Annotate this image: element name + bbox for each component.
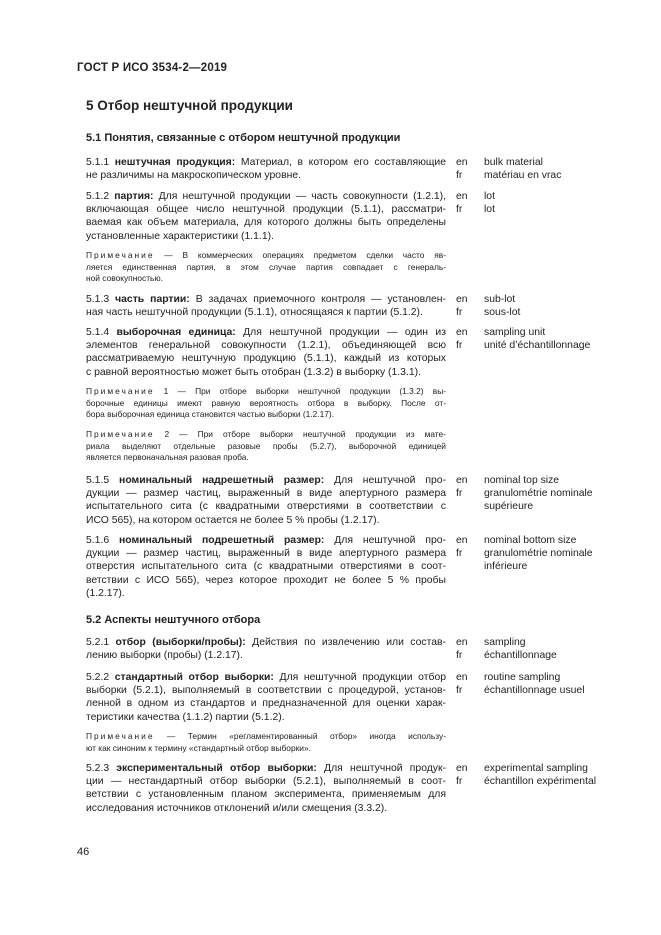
language-codes — [456, 671, 476, 697]
language-code: en — [456, 637, 468, 648]
definition-line — [86, 156, 446, 169]
language-code: fr — [456, 650, 463, 662]
definition-text: Для нештучной продукции — один из — [235, 327, 447, 338]
note-line: риала выделяют отдельные разовые пробы (5.2.7), выборочной единицей — [86, 440, 446, 451]
definition-text: Для нештучной про- — [324, 535, 446, 546]
language-code: fr — [456, 776, 463, 788]
note-line: борочные единицы имеют равную вероятность отбора в выборку. После от- — [86, 397, 446, 408]
term-definition — [86, 326, 446, 379]
note — [86, 429, 446, 464]
language-codes — [456, 636, 476, 662]
note-text: — Термин «регламентированный отбор» иногда использу- — [154, 731, 446, 741]
language-code: en — [456, 191, 468, 202]
definition-line: теристики качества (1.1.2) партии (5.1.2). — [86, 711, 285, 723]
term-number: 5.1.3 — [86, 294, 116, 305]
note-label: Примечание — [86, 731, 155, 741]
foreign-term: sub-lot — [484, 294, 516, 305]
note-line — [86, 731, 446, 743]
definition-line: испытательного сита (с квадратными отверстиями в соответствии с — [86, 501, 446, 513]
definition-text: Материал, в котором его составляющие — [235, 157, 447, 168]
definition-text: Для нештучной продукции отбор — [273, 672, 447, 683]
definition-text: Для нештучной продук- — [316, 763, 447, 774]
term-definition — [86, 636, 446, 662]
note-line — [86, 429, 446, 441]
note — [86, 250, 446, 285]
definition-line: ИСО 565), на котором остается не более 5 % пробы (1.2.17). — [86, 514, 380, 526]
definition-line: элементов генеральной совокупности (1.2.1), объединяющей всю — [86, 340, 446, 352]
term-name: номинальный надрешетный размер: — [119, 475, 325, 486]
foreign-term: lot — [484, 191, 495, 202]
definition-line: лению выборки (пробы) (1.2.17). — [86, 650, 243, 662]
definition-text: Для нештучной продукции — часть совокупности (1.2.1), — [153, 191, 446, 202]
note-line: бора выборочная единица становится частью выборки (1.2.17). — [86, 409, 335, 420]
definition-line: ная часть нештучной продукции (5.1.1), относящаяся к партии (5.1.2). — [86, 307, 423, 319]
document-code: ГОСТ Р ИСО 3534-2—2019 — [77, 62, 228, 74]
definition-line: включающая общее число нештучной продукции (5.1.1), рассматри- — [86, 204, 446, 216]
note-line: ют как синоним к термину «стандартный отбор выборки». — [86, 742, 311, 753]
note-line — [86, 250, 446, 262]
definition-line: ции — нестандартный отбор выборки (5.2.1), выполняемый в соот- — [86, 776, 446, 788]
subsection-title-5-1: 5.1 Понятия, связанные с отбором нештучной продукции — [86, 132, 401, 144]
foreign-term: experimental sampling — [484, 763, 588, 774]
term-number: 5.1.1 — [86, 157, 115, 168]
foreign-equivalents — [484, 534, 661, 574]
term-name: нештучная продукция: — [114, 157, 236, 168]
foreign-term: lot — [484, 204, 495, 216]
definition-line: ваемая как объем материала, для которого должны быть определены — [86, 217, 446, 229]
language-codes — [456, 326, 476, 352]
term-definition — [86, 190, 446, 243]
note-text: 2 — При отборе выборки нештучной продукции из мате- — [154, 429, 446, 439]
definition-line — [86, 671, 446, 684]
term-name: номинальный подрешетный размер: — [118, 535, 325, 546]
foreign-equivalents — [484, 636, 661, 662]
term-definition — [86, 156, 446, 182]
definition-text: Действия по извлечению или состав- — [245, 637, 446, 648]
foreign-term: sous-lot — [484, 307, 521, 319]
foreign-term: granulométrie nominale — [484, 548, 593, 560]
definition-line — [86, 474, 446, 487]
language-codes — [456, 762, 476, 788]
definition-line: исследования источников отклонений и/или смещения (3.3.2). — [86, 802, 388, 814]
foreign-equivalents — [484, 326, 661, 352]
foreign-equivalents — [484, 156, 661, 182]
foreign-term: nominal top size — [484, 475, 560, 486]
definition-line: с равной вероятностью может быть отобран (1.3.2) в выборку (1.3.1). — [86, 366, 421, 378]
foreign-equivalents — [484, 293, 661, 319]
definition-line — [86, 762, 446, 775]
section-title: 5 Отбор нештучной продукции — [86, 98, 293, 113]
note-line — [86, 386, 446, 398]
definition-line — [86, 293, 446, 306]
term-name: стандартный отбор выборки: — [114, 672, 274, 683]
definition-line: рассматриваемую нештучную продукцию (5.1.1), каждый из которых — [86, 353, 446, 365]
language-code: fr — [456, 307, 463, 319]
foreign-term: échantillonnage usuel — [484, 685, 585, 697]
foreign-term: inférieure — [484, 561, 528, 573]
term-definition — [86, 534, 446, 600]
foreign-term: sampling — [484, 637, 526, 648]
language-codes — [456, 474, 476, 500]
term-name: экспериментальный отбор выборки: — [116, 763, 317, 774]
language-code: en — [456, 157, 468, 168]
foreign-term: matériau en vrac — [484, 170, 562, 182]
foreign-term: bulk material — [484, 157, 543, 168]
subsection-title-5-2: 5.2 Аспекты нештучного отбора — [86, 614, 261, 626]
term-definition — [86, 671, 446, 724]
language-code: fr — [456, 488, 463, 500]
foreign-term: unité d’échantillonnage — [484, 340, 591, 352]
term-number: 5.1.5 — [86, 475, 120, 486]
term-definition — [86, 474, 446, 527]
term-number: 5.2.1 — [86, 637, 116, 648]
note — [86, 731, 446, 754]
note-line: ной совокупностью. — [86, 273, 163, 284]
term-definition — [86, 293, 446, 319]
term-name: выборочная единица: — [116, 327, 236, 338]
language-codes — [456, 156, 476, 182]
term-name: отбор (выборки/пробы): — [115, 637, 246, 648]
foreign-term: échantillonnage — [484, 650, 557, 662]
page-number: 46 — [77, 846, 90, 858]
term-number: 5.1.6 — [86, 535, 119, 546]
note-label: Примечание — [86, 250, 155, 260]
definition-line — [86, 534, 446, 547]
language-code: fr — [456, 340, 463, 352]
foreign-equivalents — [484, 762, 661, 788]
note-text: — В коммерческих операциях предметом сделки часто яв- — [154, 250, 446, 260]
language-code: en — [456, 294, 468, 305]
note-line: ляется единственная партия, в этом случае партия совпадает с генераль- — [86, 261, 446, 272]
term-number: 5.2.2 — [86, 672, 115, 683]
term-name: партия: — [114, 191, 154, 202]
language-code: en — [456, 763, 468, 774]
foreign-equivalents — [484, 474, 661, 514]
definition-line — [86, 636, 446, 649]
definition-line: дукции — размер частиц, выраженный в виде апертурного размера — [86, 488, 446, 500]
definition-line: отверстия испытательного сита (с квадратными отверстиями в соот- — [86, 561, 446, 573]
definition-line: ветствии с ИСО 565), через которое проходит не более 5 % пробы — [86, 574, 446, 586]
term-name: часть партии: — [115, 294, 190, 305]
definition-line: выборки (5.2.1), выполняемый в соответствии с процедурой, установ- — [86, 685, 446, 697]
foreign-equivalents — [484, 190, 661, 216]
foreign-equivalents — [484, 671, 661, 697]
language-code: fr — [456, 548, 463, 560]
language-code: fr — [456, 685, 463, 697]
foreign-term: sampling unit — [484, 327, 546, 338]
note-text: 1 — При отборе выборки нештучной продукции (1.3.2) вы- — [154, 386, 446, 396]
language-code: fr — [456, 170, 463, 182]
foreign-term: granulométrie nominale — [484, 488, 593, 500]
language-code: en — [456, 535, 468, 546]
term-number: 5.1.2 — [86, 191, 115, 202]
definition-line — [86, 190, 446, 203]
language-codes — [456, 293, 476, 319]
definition-line: дукции — размер частиц, выраженный в виде апертурного размера — [86, 548, 446, 560]
definition-line: (1.2.17). — [86, 587, 125, 599]
definition-line — [86, 326, 446, 339]
language-codes — [456, 534, 476, 560]
language-code: en — [456, 327, 468, 338]
foreign-term: nominal bottom size — [484, 535, 577, 546]
definition-line: не различимы на макроскопическом уровне. — [86, 170, 301, 182]
language-code: fr — [456, 204, 463, 216]
definition-line: ветствии с установленным планом эксперимента, применяемым для — [86, 789, 446, 801]
note-label: Примечание — [86, 386, 155, 396]
language-code: en — [456, 475, 468, 486]
note — [86, 386, 446, 421]
definition-text: В задачах приемочного контроля — установлен- — [189, 294, 447, 305]
term-number: 5.2.3 — [86, 763, 117, 774]
definition-text: Для нештучной про- — [324, 475, 446, 486]
language-codes — [456, 190, 476, 216]
note-line: является первоначальная разовая проба. — [86, 452, 249, 463]
note-label: Примечание — [86, 429, 155, 439]
foreign-term: échantillon expérimental — [484, 776, 597, 788]
language-code: en — [456, 672, 468, 683]
foreign-term: supérieure — [484, 501, 534, 513]
term-definition — [86, 762, 446, 815]
definition-line: установленные характеристики (1.1.1). — [86, 230, 274, 242]
term-number: 5.1.4 — [86, 327, 117, 338]
definition-line: ленной в одном из стандартов и предназначенной для оценки харак- — [86, 698, 446, 710]
foreign-term: routine sampling — [484, 672, 561, 683]
